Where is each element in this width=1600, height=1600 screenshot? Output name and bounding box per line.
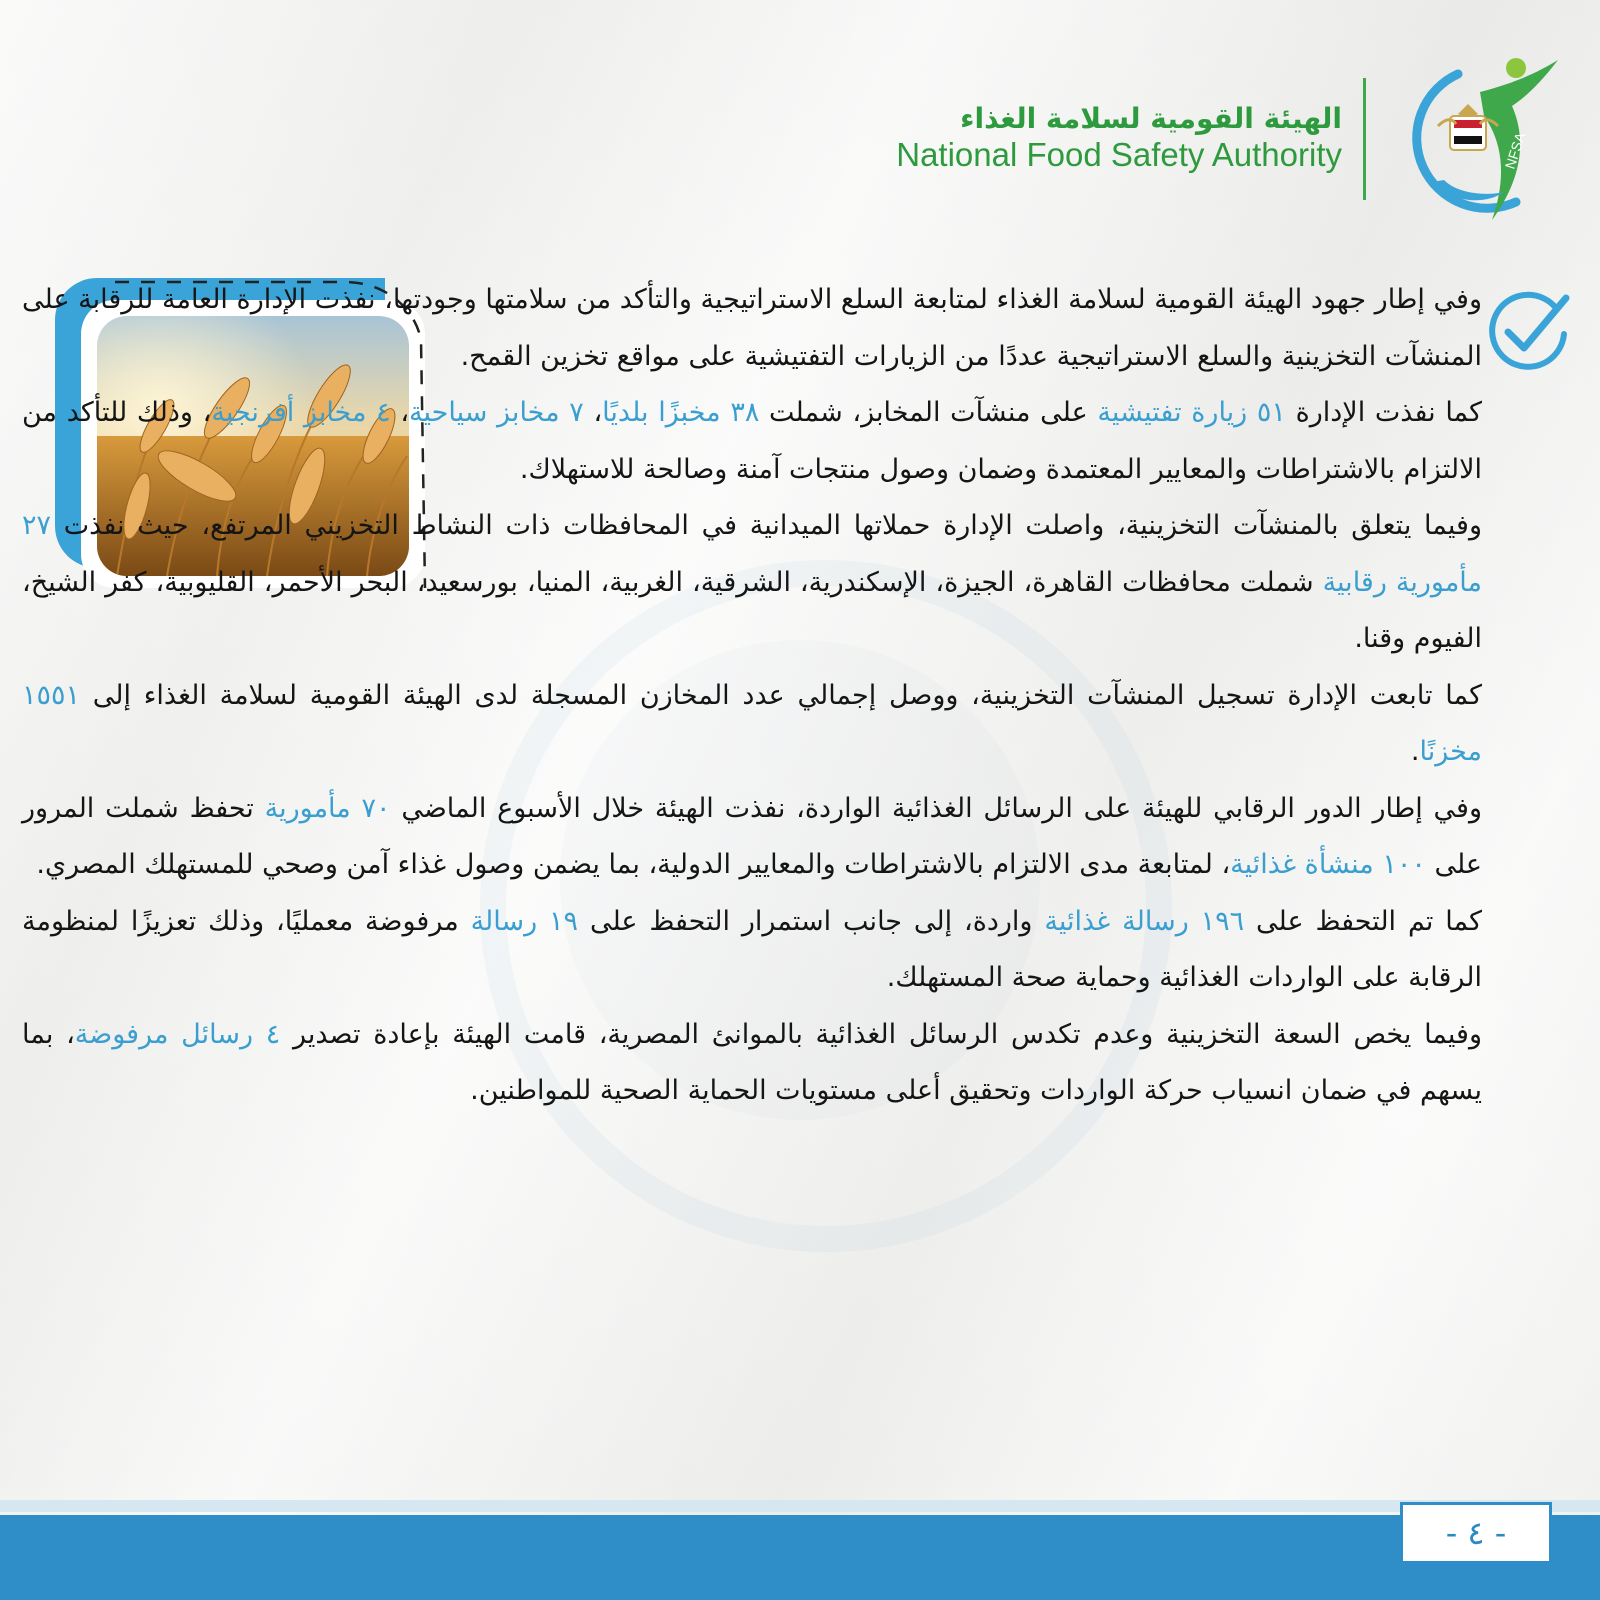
- text-run: على منشآت المخابز، شملت: [759, 397, 1098, 428]
- footer-bar: [0, 1515, 1600, 1600]
- text-run: شملت محافظات القاهرة، الجيزة، الإسكندرية، الشرقية، الغربية، المنيا، بورسعيد، البحر الأحمر، القليوبية، كفر الشيخ، الفيوم وقنا.: [22, 566, 1482, 654]
- text-run: وفيما يتعلق بالمنشآت التخزينية، واصلت الإدارة حملاتها الميدانية في المحافظات ذات النشاط التخزيني المرتفع، حيث نفذت: [51, 510, 1482, 541]
- paragraph-3: [22, 498, 1482, 668]
- paragraph-2: [22, 385, 1482, 498]
- text-run: تحفظ شملت المرور على: [22, 792, 1482, 880]
- paragraph-4: [22, 668, 1482, 781]
- brand-name-english: National Food Safety Authority: [896, 136, 1342, 173]
- highlighted-figure: ١٥٥١ مخزنًا: [22, 679, 1482, 767]
- text-run: وفي إطار الدور الرقابي للهيئة على الرسائل الغذائية الواردة، نفذت الهيئة خلال الأسبوع الماضي: [390, 792, 1482, 824]
- header: [0, 40, 1600, 230]
- highlighted-figure: ١٩٦ رسالة غذائية: [1044, 905, 1245, 937]
- footer-stripe: [0, 1500, 1600, 1512]
- header-divider: [1363, 78, 1366, 200]
- paragraph-7: [22, 1007, 1482, 1120]
- highlighted-figure: ٤ رسائل مرفوضة: [74, 1018, 281, 1050]
- highlighted-figure: ٣٨ مخبزًا بلديًا: [602, 397, 760, 428]
- highlighted-figure: ٧ مخابز سياحية: [409, 397, 584, 428]
- text-run: ،: [390, 397, 410, 428]
- highlighted-figure: ٥١ زيارة تفتيشية: [1097, 397, 1286, 428]
- text-run: ، وذلك للتأكد من الالتزام بالاشتراطات والمعايير المعتمدة وضمان وصول منتجات آمنة وصالحة للاستهلاك.: [22, 397, 1482, 485]
- paragraph-6: [22, 894, 1482, 1007]
- text-run: مرفوضة معمليًا، وذلك تعزيزًا لمنظومة الرقابة على الواردات الغذائية وحماية صحة المستهلك.: [22, 905, 1482, 993]
- text-run: وفي إطار جهود الهيئة القومية لسلامة الغذاء لمتابعة السلع الاستراتيجية والتأكد من سلامتها وجودتها، نفذت الإدارة العامة للرقابة على المنشآت التخزينية والسلع الاستراتيجية عددًا من الزيارات التفتيشية على مواقع تخزين القمح.: [22, 284, 1482, 372]
- highlighted-figure: ١٩ رسالة: [470, 905, 579, 937]
- highlighted-figure: ٤ مخابز أفرنجية: [211, 397, 391, 428]
- highlighted-figure: ٢٧ مأمورية رقابية: [22, 510, 1482, 598]
- brand-name-arabic: الهيئة القومية لسلامة الغذاء: [960, 102, 1342, 135]
- paragraph-1: [22, 272, 1482, 385]
- logo-text: NFSA: [1501, 130, 1529, 171]
- nfsa-logo-icon: [1388, 52, 1568, 232]
- text-run: كما تم التحفظ على: [1244, 905, 1482, 937]
- paragraph-5: [22, 781, 1482, 894]
- text-run: واردة، إلى جانب استمرار التحفظ على: [578, 905, 1045, 937]
- text-run: ،: [583, 397, 603, 428]
- highlighted-figure: ٧٠ مأمورية: [264, 792, 391, 824]
- article-body: [22, 272, 1482, 1120]
- text-run: وفيما يخص السعة التخزينية وعدم تكدس الرسائل الغذائية بالموانئ المصرية، قامت الهيئة بإعادة تصدير: [280, 1018, 1482, 1050]
- text-run: ، لمتابعة مدى الالتزام بالاشتراطات والمعايير الدولية، بما يضمن وصول غذاء آمن وصحي للمستهلك المصري.: [36, 849, 1231, 880]
- page-number: - ٤ -: [1400, 1502, 1552, 1561]
- text-run: كما تابعت الإدارة تسجيل المنشآت التخزينية، ووصل إجمالي عدد المخازن المسجلة لدى الهيئة القومية لسلامة الغذاء إلى: [80, 679, 1482, 711]
- highlighted-figure: ١٠٠ منشأة غذائية: [1230, 849, 1426, 880]
- text-run: ، بما يسهم في ضمان انسياب حركة الواردات وتحقيق أعلى مستويات الحماية الصحية للمواطنين.: [22, 1018, 1482, 1106]
- checkmark-circle-icon: [1484, 290, 1570, 376]
- text-run: .: [1410, 736, 1420, 767]
- text-run: كما نفذت الإدارة: [1285, 397, 1483, 428]
